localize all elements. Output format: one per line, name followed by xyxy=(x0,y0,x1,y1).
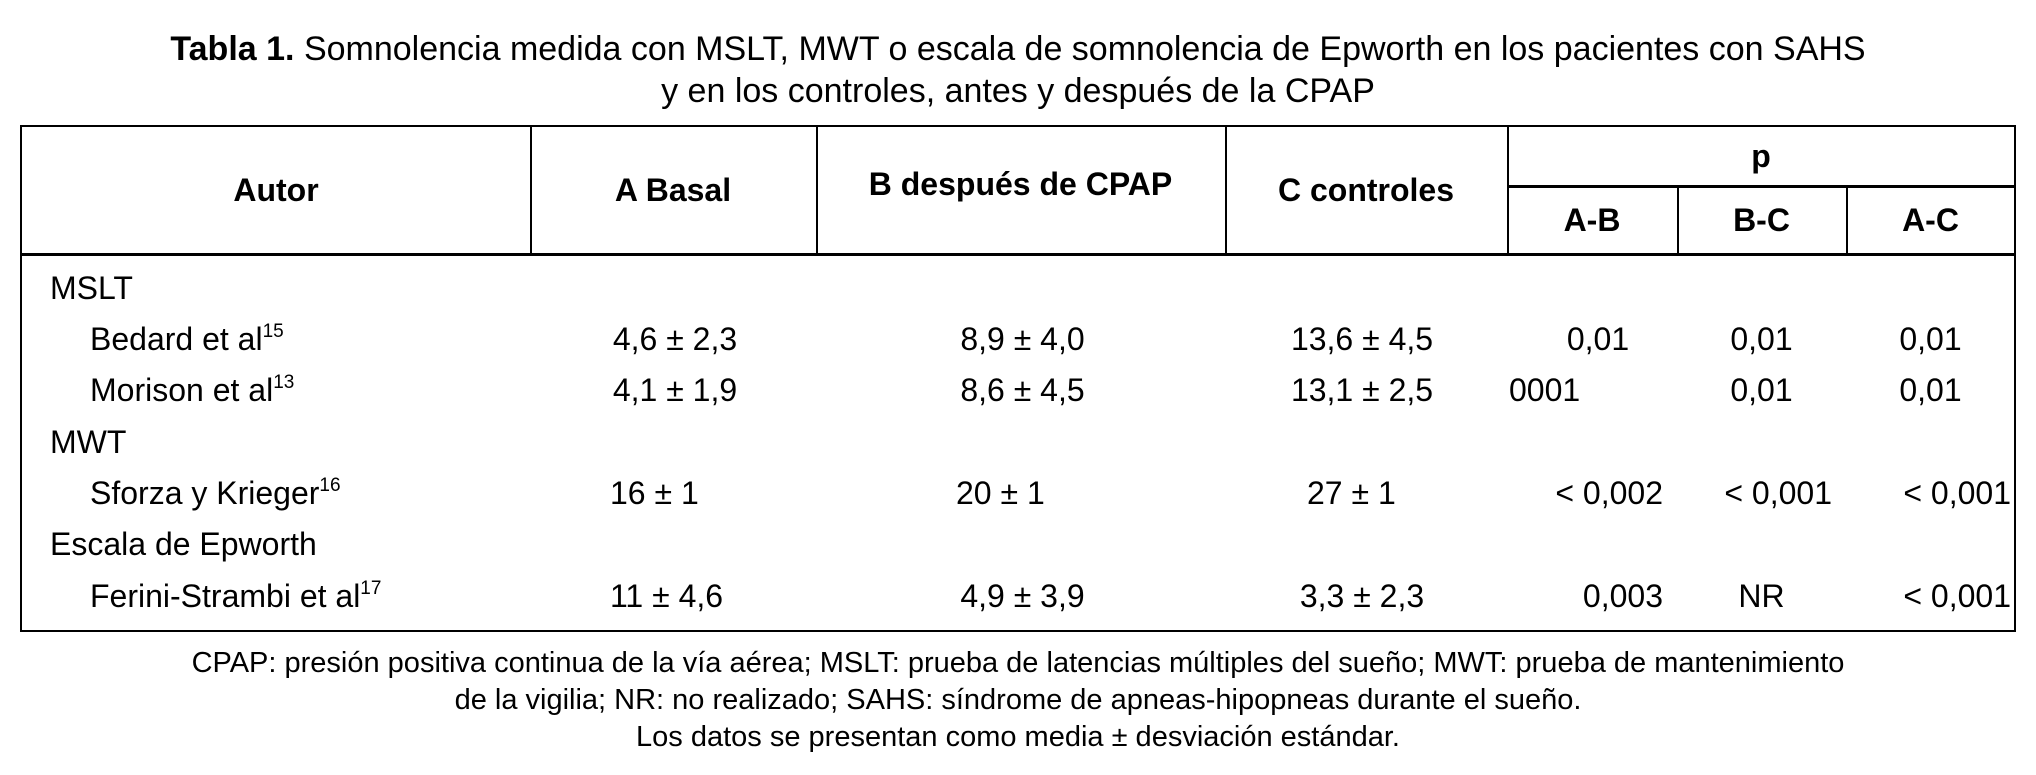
cell-p-a-b: 0001 xyxy=(1509,372,1581,408)
p-subheader-rule xyxy=(1507,185,2015,188)
reference-number: 17 xyxy=(360,578,382,599)
header-a-basal: A Basal xyxy=(614,172,732,208)
reference-number: 15 xyxy=(262,321,284,342)
row-author xyxy=(90,320,284,358)
header-autor: Autor xyxy=(233,172,319,208)
header-a-c: A-C xyxy=(1902,202,1959,238)
header-c-controles: C controles xyxy=(1277,172,1455,208)
header-b-cpap: B después de CPAP xyxy=(868,166,1173,202)
header-b-c: B-C xyxy=(1733,202,1790,238)
cell-p-a-c: < 0,001 xyxy=(1903,578,2011,614)
row-author xyxy=(90,577,381,615)
cell-p-a-c: 0,01 xyxy=(1899,321,1962,357)
caption-title: Somnolencia medida con MSLT, MWT o escala de somnolencia de Epworth en los pacientes con SAHS xyxy=(303,30,1866,68)
cell-p-a-b: < 0,002 xyxy=(1555,475,1663,511)
cell-b-cpap: 20 ± 1 xyxy=(956,475,1045,511)
cell-a-basal: 4,6 ± 2,3 xyxy=(612,321,738,357)
cell-p-b-c: 0,01 xyxy=(1730,321,1793,357)
section-label: MSLT xyxy=(50,270,133,306)
row-author xyxy=(90,371,294,409)
reference-number: 16 xyxy=(319,475,341,496)
header-bottom-rule xyxy=(22,253,2015,256)
cell-p-a-c: 0,01 xyxy=(1899,372,1962,408)
row-author xyxy=(90,474,341,512)
cell-p-b-c: 0,01 xyxy=(1730,372,1793,408)
author-name: Ferini-Strambi et al xyxy=(90,578,361,614)
cell-p-a-b: 0,01 xyxy=(1566,321,1630,357)
caption-line-2: y en los controles, antes y después de la CPAP xyxy=(661,72,1375,110)
section-label: Escala de Epworth xyxy=(50,526,317,562)
cell-b-cpap: 8,9 ± 4,0 xyxy=(960,321,1085,357)
cell-a-basal: 11 ± 4,6 xyxy=(610,578,724,614)
footnote-line-3: Los datos se presentan como media ± desviación estándar. xyxy=(636,721,1400,753)
data-table xyxy=(20,125,2016,632)
section-label: MWT xyxy=(50,424,127,460)
cell-c-controles: 3,3 ± 2,3 xyxy=(1299,578,1425,614)
cell-b-cpap: 4,9 ± 3,9 xyxy=(960,578,1085,614)
footnote-line-1: CPAP: presión positiva continua de la vía aérea; MSLT: prueba de latencias múltiples del sueño; MWT: prueba de mantenimiento xyxy=(191,647,1845,679)
header-a-b: A-B xyxy=(1563,202,1621,238)
cell-b-cpap: 8,6 ± 4,5 xyxy=(960,372,1085,408)
header-p: p xyxy=(1751,138,1771,174)
caption-label: Tabla 1. xyxy=(170,30,295,68)
author-name: Morison et al xyxy=(90,372,274,408)
author-name: Sforza y Krieger xyxy=(90,475,320,511)
caption-line-1 xyxy=(0,28,2036,70)
cell-p-a-b: 0,003 xyxy=(1582,578,1663,614)
cell-a-basal: 16 ± 1 xyxy=(610,475,699,511)
cell-p-b-c: < 0,001 xyxy=(1724,475,1832,511)
table-footnote xyxy=(0,645,2036,756)
table-caption xyxy=(0,28,2036,112)
cell-a-basal: 4,1 ± 1,9 xyxy=(612,372,738,408)
cell-c-controles: 13,1 ± 2,5 xyxy=(1290,372,1434,408)
cell-c-controles: 27 ± 1 xyxy=(1307,475,1396,511)
reference-number: 13 xyxy=(273,372,295,393)
cell-p-a-c: < 0,001 xyxy=(1903,475,2011,511)
footnote-line-2: de la vigilia; NR: no realizado; SAHS: síndrome de apneas-hipopneas durante el sueño. xyxy=(454,684,1582,716)
author-name: Bedard et al xyxy=(90,321,263,357)
cell-p-b-c: NR xyxy=(1738,578,1785,614)
cell-c-controles: 13,6 ± 4,5 xyxy=(1290,321,1434,357)
